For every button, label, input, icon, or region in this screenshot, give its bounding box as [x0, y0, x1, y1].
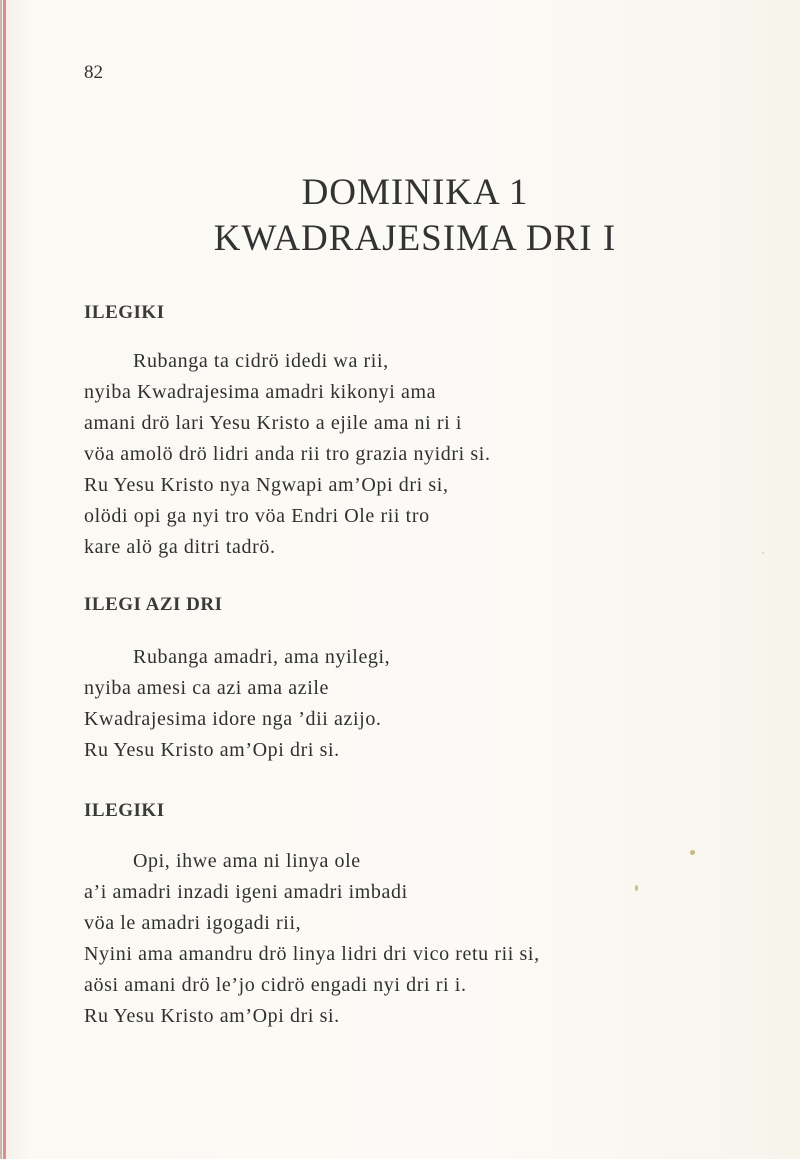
verse-line: Rubanga ta cidrö idedi wa rii, — [133, 350, 389, 372]
verse-line: aösi amani drö le’jo cidrö engadi nyi dri ri i. — [84, 974, 467, 996]
paper-speck — [762, 552, 764, 554]
page-title-line-1: DOMINIKA 1 — [301, 172, 529, 213]
verse-line: vöa amolö drö lidri anda rii tro grazia nyidri si. — [84, 443, 491, 465]
section-heading-ilegiki-1: ILEGIKI — [84, 302, 165, 323]
section-text-2 — [84, 642, 724, 766]
verse-line: Ru Yesu Kristo nya Ngwapi am’Opi dri si, — [84, 474, 449, 496]
verse-line: vöa le amadri igogadi rii, — [84, 912, 302, 934]
page-edge-red-stripe — [3, 0, 6, 1159]
verse-line: a’i amadri inzadi igeni amadri imbadi — [84, 881, 408, 903]
page-title-line-2: KWADRAJESIMA DRI I — [213, 218, 617, 259]
verse-line: Ru Yesu Kristo am’Opi dri si. — [84, 739, 340, 761]
section-heading-ilegi-azi-dri: ILEGI AZI DRI — [84, 594, 223, 615]
verse-line: olödi opi ga nyi tro vöa Endri Ole rii tro — [84, 505, 430, 527]
page-edge-shadow — [0, 0, 2, 1159]
verse-line: nyiba Kwadrajesima amadri kikonyi ama — [84, 381, 437, 403]
verse-line: Rubanga amadri, ama nyilegi, — [133, 646, 391, 668]
verse-line: kare alö ga ditri tadrö. — [84, 536, 276, 558]
verse-line: amani drö lari Yesu Kristo a ejile ama ni ri i — [84, 412, 463, 434]
verse-line: Opi, ihwe ama ni linya ole — [133, 850, 361, 872]
verse-line: Ru Yesu Kristo am’Opi dri si. — [84, 1005, 340, 1027]
section-text-3 — [84, 846, 724, 1032]
paper-speck — [690, 850, 695, 855]
section-text-1 — [84, 346, 724, 563]
verse-line: nyiba amesi ca azi ama azile — [84, 677, 330, 699]
paper-speck — [635, 885, 638, 891]
verse-line: Kwadrajesima idore nga ’dii azijo. — [84, 708, 382, 730]
section-heading-ilegiki-2: ILEGIKI — [84, 800, 165, 821]
page-number: 82 — [84, 62, 103, 83]
verse-line: Nyini ama amandru drö linya lidri dri vico retu rii si, — [84, 943, 540, 965]
